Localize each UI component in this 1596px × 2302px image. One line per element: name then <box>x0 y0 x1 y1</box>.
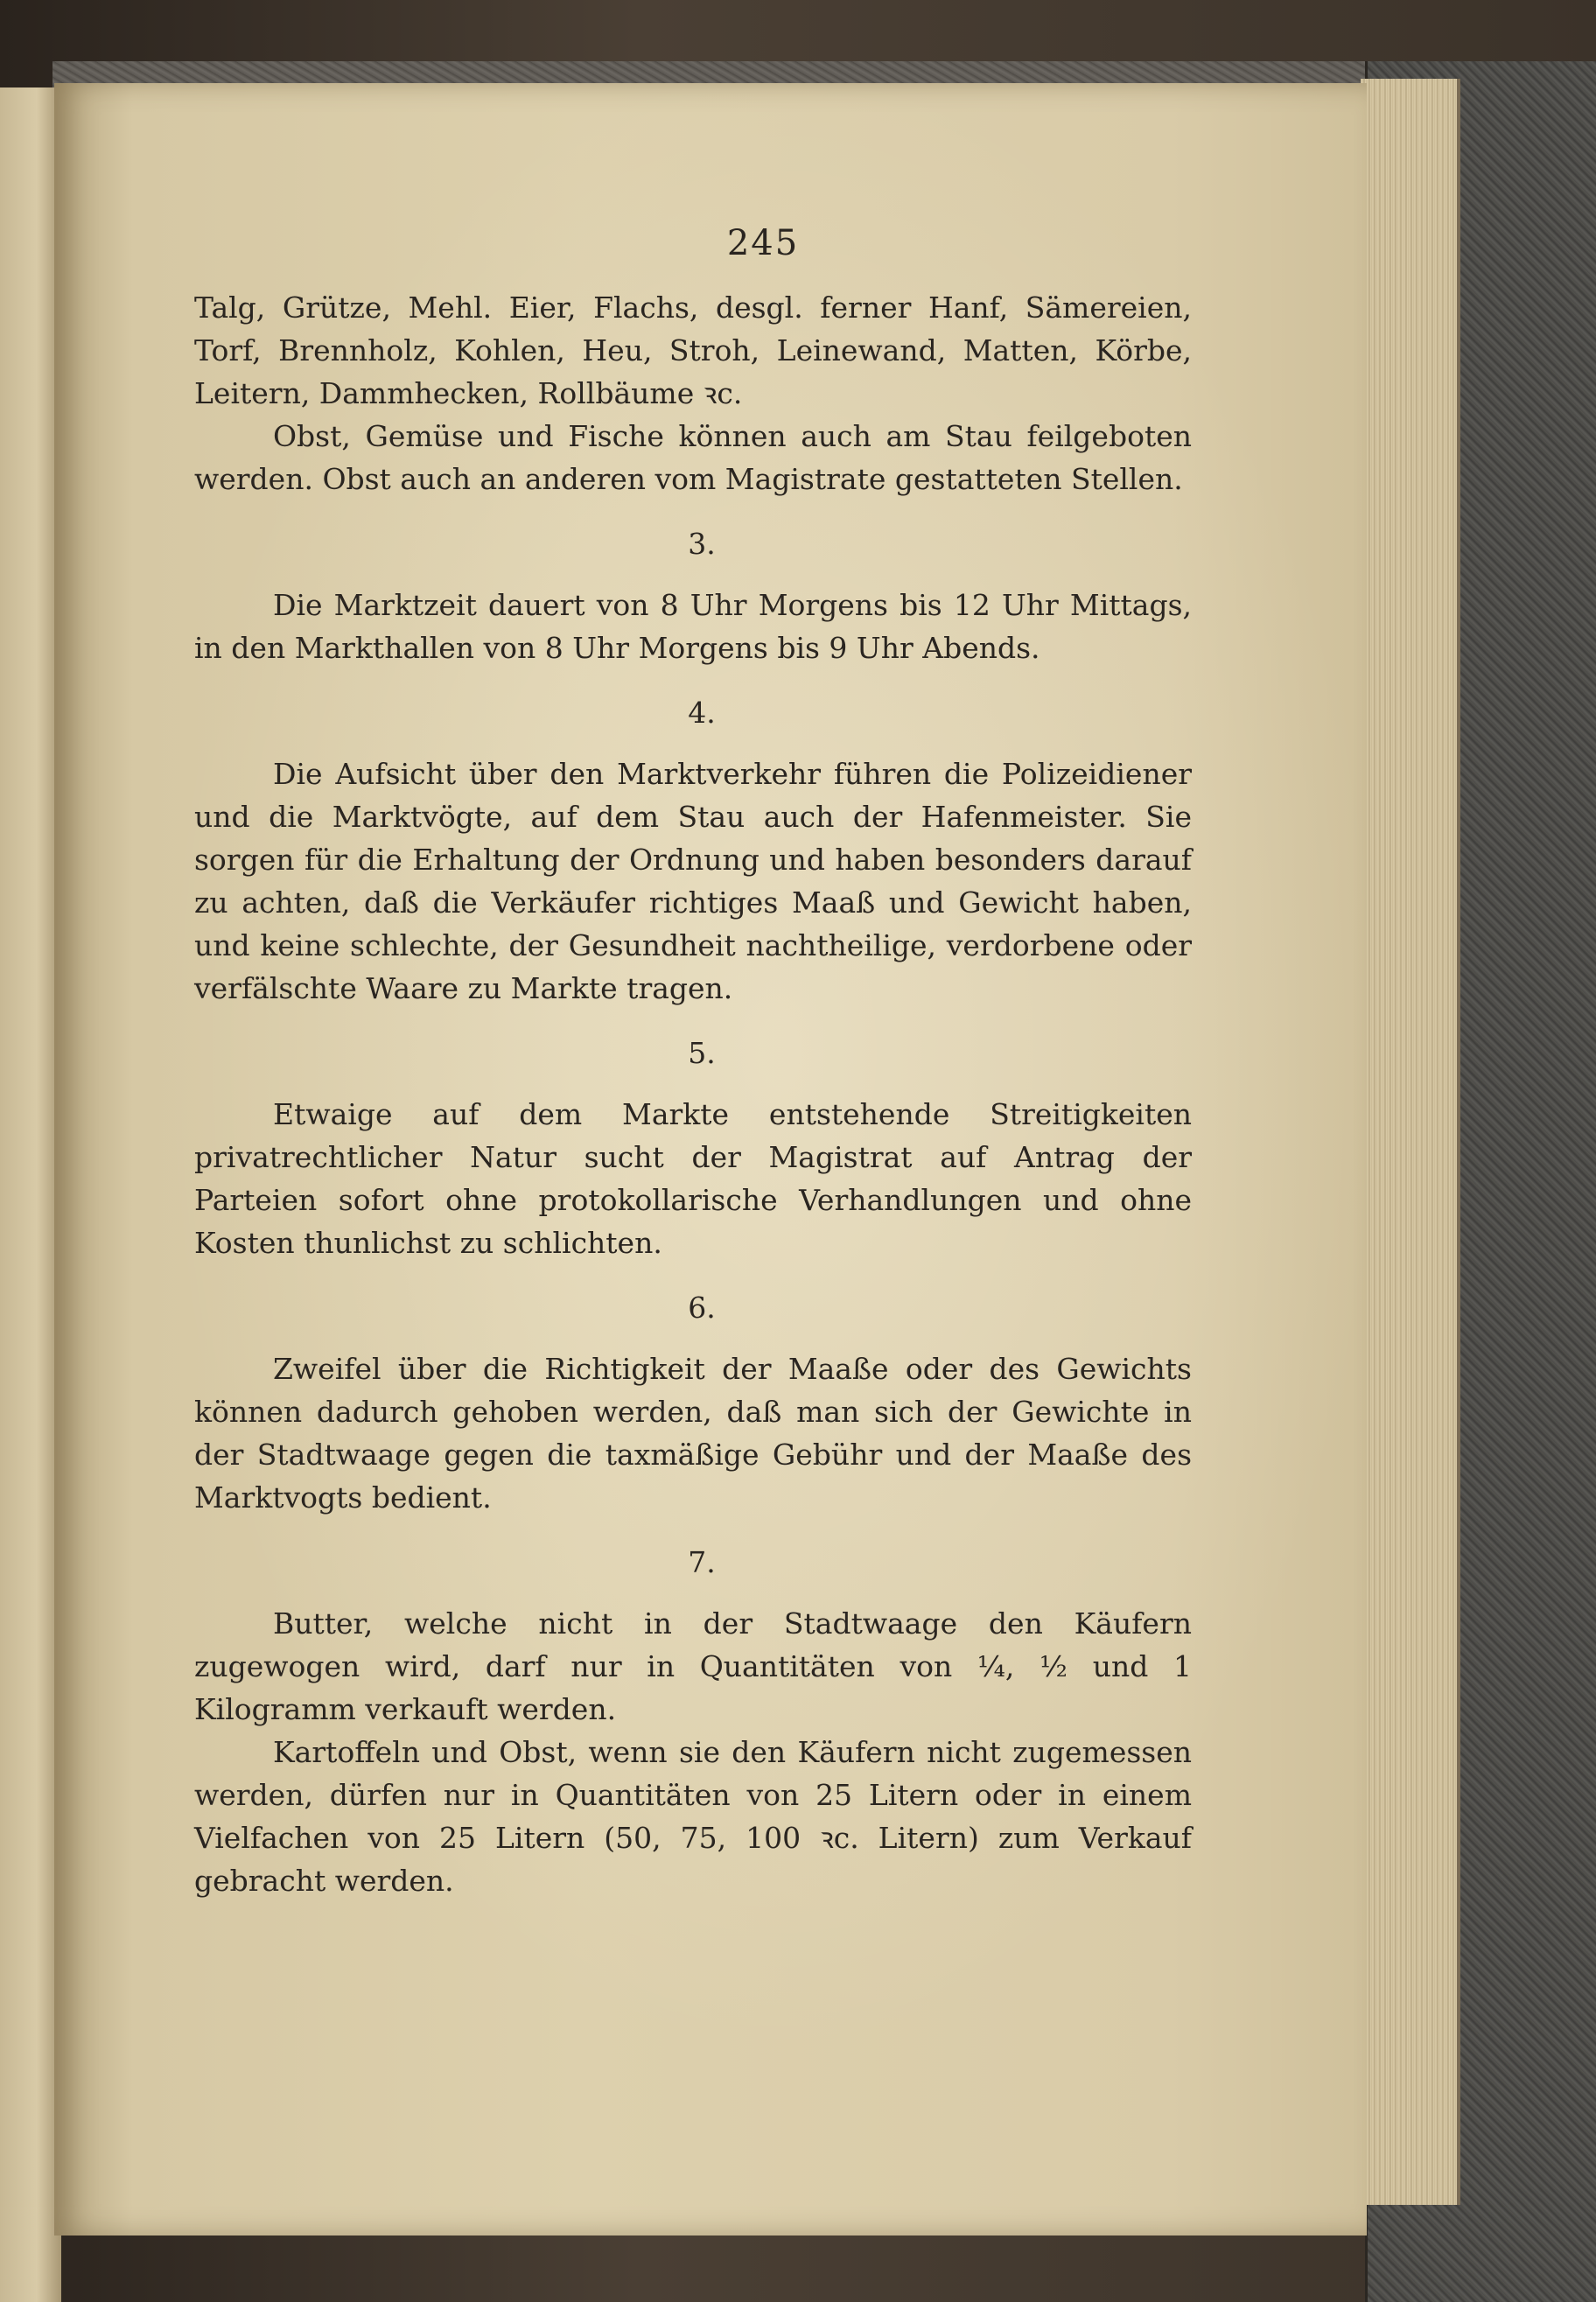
section-number: 6. <box>688 1291 716 1325</box>
paragraph: Die Marktzeit dauert von 8 Uhr Morgens bis 12 Uhr Mittags, in den Markthallen von 8 Uhr Morgens bis 9 Uhr Abends. <box>194 588 1192 665</box>
paragraph: Zweifel über die Richtigkeit der Maaße oder des Gewichts können dadurch gehoben werden, daß man sich der Gewichte in der Stadtwaage gegen die taxmäßige Gebühr und der Maaße des Marktvogts bedient. <box>194 1352 1192 1515</box>
section-number: 7. <box>688 1545 716 1579</box>
paragraph: Obst, Gemüse und Fische können auch am Stau feilgeboten werden. Obst auch an anderen vom Magistrate gestatteten Stellen. <box>194 419 1192 496</box>
paragraph: Die Aufsicht über den Marktverkehr führen die Polizeidiener und die Marktvögte, auf dem Stau auch der Hafenmeister. Sie sorgen für die Erhaltung der Ordnung und haben besonders darauf zu achten, daß die Verkäufer richtiges Maaß und Gewicht haben, und keine schlechte, der Gesundheit nachtheilige, verdorbene oder verfälschte Waare zu Markte tragen. <box>194 757 1192 1005</box>
paragraph: Butter, welche nicht in der Stadtwaage den Käufern zugewogen wird, darf nur in Quantitäten von ¼, ½ und 1 Kilogramm verkauft werden. <box>194 1606 1192 1726</box>
paragraph: Talg, Grütze, Mehl. Eier, Flachs, desgl. ferner Hanf, Sämereien, Torf, Brennholz, Kohlen, Heu, Stroh, Leinewand, Matten, Körbe, Leitern, Dammhecken, Rollbäume ꝛc. <box>194 290 1192 410</box>
facing-page-edge <box>0 87 61 2302</box>
page-content <box>194 223 1192 1902</box>
section-number: 4. <box>688 696 716 730</box>
paragraph: Kartoffeln und Obst, wenn sie den Käufern nicht zugemessen werden, dürfen nur in Quantitäten von 25 Litern oder in einem Vielfachen von 25 Litern (50, 75, 100 ꝛc. Litern) zum Verkauf gebracht werden. <box>194 1735 1192 1898</box>
page-number: 245 <box>726 223 800 263</box>
section-number: 3. <box>688 527 716 561</box>
book-page <box>54 83 1367 2236</box>
paragraph: Etwaige auf dem Markte entstehende Streitigkeiten privatrechtlicher Natur sucht der Magistrat auf Antrag der Parteien sofort ohne protokollarische Verhandlungen und ohne Kosten thunlichst zu schlichten. <box>194 1097 1192 1260</box>
page-edges <box>1361 79 1460 2205</box>
section-number: 5. <box>688 1036 716 1070</box>
